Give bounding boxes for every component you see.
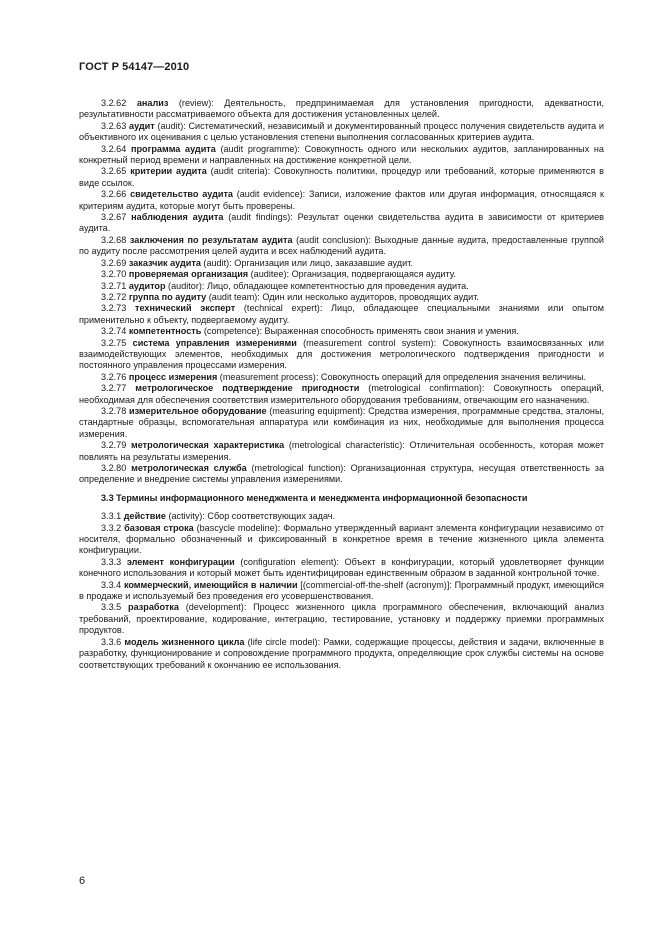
term-text: Сбор соответствующих задач. [204,511,336,522]
term-english: (measuring equipment): [266,405,366,416]
term-number: 3.2.65 [101,166,127,177]
term-number: 3.2.74 [101,326,127,337]
term-name: компетентность [128,326,202,337]
term-name: коммерческий, имеющийся в наличии [123,579,298,590]
term-text: Совокупность взаимосвязанных или взаимодействующих элементов, необходимых для достижения метрологического подтверждения пригодности и постоянного управления процессами измерения. [79,337,605,371]
term-text: Средства измерения, программные средства, эталоны, стандартные образцы, вспомогательная аппаратура или комбинация из них, необходимые для выполнения процесса измерения. [79,405,605,439]
term-name: метрологическая служба [131,463,247,473]
term-name: разработка [128,602,179,613]
term-number: 3.2.69 [101,257,127,268]
term-definition [79,637,604,671]
term-number: 3.2.68 [101,234,127,245]
term-text: Организация, подвергающаяся аудиту. [289,269,456,280]
term-name: программа аудита [130,143,216,154]
term-definition [79,258,604,269]
term-text: Лицо, обладающее специальными знаниями или опытом применительно к объекту, подвергаемому аудиту. [79,303,604,325]
term-english: (review): [168,98,214,108]
term-number: 3.2.67 [101,212,127,223]
term-name: свидетельство аудита [130,189,233,200]
term-text: Совокупность операций, необходимая для обеспечения соответствия измерительного оборудования требованиям, отвечающим его назначению. [79,383,604,405]
term-english: (audit findings): [223,212,293,223]
term-number: 3.2.79 [101,440,127,451]
term-english: (audit): [154,120,186,131]
term-name: метрологическая характеристика [131,440,285,451]
term-name: анализ [136,98,169,108]
term-name: система управления измерениями [132,337,297,348]
term-number: 3.2.70 [101,269,127,280]
term-definition [79,372,604,383]
term-text: Объект в конфигурации, который удовлетворяет функции конечного использования и который может быть идентифицирован единственным образом в заданной контрольной точке. [79,556,604,579]
term-number: 3.2.64 [101,143,127,154]
term-definition [79,383,604,406]
term-name: технический эксперт [135,303,236,314]
term-definition [79,338,604,372]
term-english: (audit): [200,257,232,268]
term-number: 3.2.62 [101,98,127,108]
section-heading-3-3: 3.3 Термины информационного менеджмента и менеджмента информационной безопасности [101,492,528,503]
terms-3-3-group [79,511,604,671]
term-text: Записи, изложение фактов или другая информация, относящаяся к критериям аудита, которые могут быть проверены. [79,189,604,211]
term-definition [79,212,604,235]
term-text: Выраженная способность применять свои знания и умения. [262,326,519,337]
term-english: (audit evidence): [232,189,306,200]
term-name: критерии аудита [130,166,207,177]
term-name: аудитор [128,280,166,291]
term-text: Результат оценки свидетельства аудита в зависимости от критериев аудита. [79,212,605,234]
page-number: 6 [79,875,86,887]
term-english: (auditee): [248,269,290,280]
term-name: базовая строка [124,522,194,533]
term-english: (configuration element): [234,556,339,567]
term-text: Формально утвержденный вариант элемента конфигурации независимо от носителя, формально обозначенный и фиксированный в конкретное время в течение жизненного цикла элемента конфигурации. [79,522,604,556]
term-english: (bascycle modeline): [193,522,281,533]
term-text: Деятельность, предпринимаемая для установления пригодности, адекватности, результативности рассматриваемого объекта для достижения установленных целей. [79,98,604,120]
term-definition [79,166,604,189]
term-number: 3.3.4 [101,579,122,590]
term-number: 3.2.77 [101,383,127,394]
term-definition [79,440,604,463]
term-english: (metrological confirmation): [359,383,485,394]
term-text: Совокупность одного или нескольких аудитов, запланированных на конкретный период времени и направленных на достижение конкретной цели. [79,143,604,166]
term-definition [79,98,604,121]
document-header: ГОСТ Р 54147—2010 [79,61,190,73]
term-text: Совокупность политики, процедур или требований, которые применяются в виде ссылок. [79,166,604,188]
term-name: метрологическое подтверждение пригодности [135,383,360,394]
term-name: заказчик аудита [128,257,201,268]
term-number: 3.3.6 [101,636,122,647]
terms-3-2-group [79,98,604,486]
term-definition [79,463,604,486]
term-name: проверяемая организация [128,269,249,280]
term-number: 3.2.78 [101,405,127,416]
term-number: 3.2.66 [101,189,127,200]
term-english: (measurement process): [217,371,319,382]
term-name: заключения по результатам аудита [129,234,293,245]
term-english: (technical expert): [235,303,323,314]
term-text: Процесс жизненного цикла программного обеспечения, включающий анализ требований, проектирование, кодирование, интеграцию, тестирование, установку и поддержку приемки программных продуктов. [79,602,605,636]
term-english: (metrological characteristic): [284,440,405,451]
term-definition [79,523,604,557]
term-name: действие [123,511,166,522]
term-definition [79,326,604,337]
term-number: 3.3.5 [101,602,122,613]
term-text: Выходные данные аудита, предоставленные группой по аудиту после рассмотрения целей аудита и всех наблюдений аудита. [79,234,605,257]
term-text: Организация или лицо, заказавшие аудит. [231,257,413,268]
term-english: (metrological function): [246,463,346,473]
term-number: 3.2.75 [101,337,127,348]
term-definition [79,580,604,603]
term-text: Совокупность операций для определения значения величины. [318,371,587,382]
term-english: (audit programme): [215,143,300,154]
term-definition [79,557,604,580]
term-definition [79,189,604,212]
term-number: 3.2.80 [101,463,127,473]
term-definition [79,269,604,280]
term-definition [79,303,604,326]
term-definition [79,292,604,303]
term-number: 3.2.72 [101,291,127,302]
term-number: 3.3.1 [101,511,122,522]
term-english: (measurement control system): [296,337,437,348]
term-name: аудит [129,120,155,131]
term-name: модель жизненного цикла [124,636,245,647]
term-text: Рамки, содержащие процессы, действия и задачи, включенные в разработку, функционирование и сопровождение программного продукта, определяющие срок службы системы на основе соответствующих требований к окончанию ее использования. [79,636,605,670]
term-name: измерительное оборудование [129,405,267,416]
term-definition [79,406,604,440]
term-number: 3.2.63 [101,120,127,131]
term-english: (life circle model): [244,636,321,647]
term-english: (development): [178,602,247,613]
term-definition [79,511,604,522]
term-text: Программный продукт, имеющийся в продаже и используемый без проведения его усовершенствования. [79,579,604,602]
term-english: (activity): [165,511,205,522]
term-text: Отличительная особенность, которая может повлиять на результаты измерения. [79,440,605,462]
term-name: наблюдения аудита [131,212,224,223]
term-number: 3.2.76 [101,371,127,382]
term-name: группа по аудиту [128,291,207,302]
term-text: Лицо, обладающее компетентностью для проведения аудита. [204,280,469,291]
term-definition [79,602,604,636]
term-english: (audit team): [206,291,260,302]
term-definition [79,235,604,258]
term-definition [79,121,604,144]
term-english: (auditor): [165,280,205,291]
term-english: (competence): [201,326,262,337]
term-english: [(commercial-off-the-shelf (acronym)]: [297,579,452,590]
term-definition [79,144,604,167]
term-text: Систематический, независимый и документированный процесс получения свидетельств аудита и объективного их оценивания с целью установления степени выполнения согласованных критериев аудита. [79,120,604,143]
term-definition [79,281,604,292]
term-number: 3.3.2 [101,522,122,533]
term-english: (audit criteria): [206,166,271,177]
term-number: 3.2.71 [101,280,127,291]
term-english: (audit conclusion): [292,234,371,245]
term-number: 3.3.3 [101,556,122,567]
term-number: 3.2.73 [101,303,127,314]
term-name: процесс измерения [128,371,218,382]
document-body [79,98,604,671]
term-name: элемент конфигурации [126,556,235,567]
term-text: Организационная структура, несущая ответственность за определение и внедрение системы управления измерениями. [79,463,605,485]
term-text: Один или несколько аудиторов, проводящих аудит. [259,291,479,302]
